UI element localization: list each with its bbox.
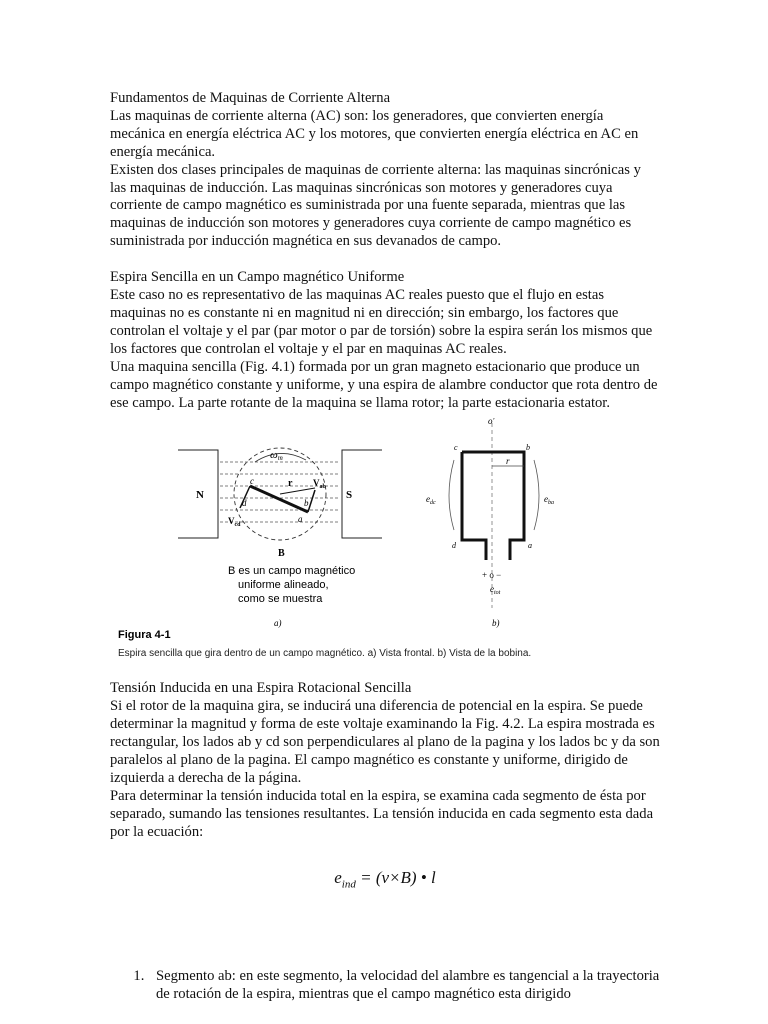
equation: $e_{ind} = (v\times B)$ • l xyxy=(334,867,436,890)
eba-label: $e_{ba}$ xyxy=(544,494,554,507)
a-coil-label: a xyxy=(528,541,532,551)
caption-b-line1: B es un campo magnético xyxy=(228,565,356,578)
c-label: c xyxy=(250,476,254,487)
loop-side xyxy=(250,486,308,512)
figure-4-1 xyxy=(110,418,660,680)
paragraph: Para determinar la tensión inducida total en la espira, se examina cada segmento de ésta por separado, sumando las tensiones resultantes. La tensión inducida en cada segmento esta dada por la ecuación: xyxy=(110,787,654,840)
section-title: Tensión Inducida en una Espira Rotacional Sencilla xyxy=(110,680,412,697)
paragraph: Las maquinas de corriente alterna (AC) son: los generadores, que convierten energía mecánica en energía eléctrica AC y los motores, que convierten energía eléctrica en AC en energía mecánica. xyxy=(110,107,639,160)
caption-b-line2: uniforme alineado, xyxy=(238,579,329,592)
r-label: r xyxy=(288,478,293,490)
c-coil-label: c xyxy=(454,443,458,453)
vab-label: $V_{ab}$ xyxy=(313,478,326,491)
a-label: a xyxy=(298,514,303,525)
paragraph: Existen dos clases principales de maquinas de corriente alterna: las maquinas sincrónicas y las maquinas de inducción. Las maquinas sincrónicas son motores y generadores cuya corriente de campo magnético es suministrada por una fuente separada, mientras que las maquinas de inducción son motores y generadores cuya corriente de campo magnético es suministrada por inducción magnética en sus devanados de campo. xyxy=(110,161,641,250)
o-prime-label: o' xyxy=(488,418,495,427)
b-field-label: B xyxy=(278,548,285,560)
edc-label: $e_{dc}$ xyxy=(426,494,436,507)
b-label: b xyxy=(304,498,309,509)
d-label: d xyxy=(242,498,247,509)
label-a: a) xyxy=(274,618,282,629)
label-b: b) xyxy=(492,618,500,629)
etot-label: $e_{tot}$ xyxy=(490,584,501,597)
omega-label: ωm xyxy=(270,449,283,463)
edc-arrow xyxy=(449,460,454,530)
document-page xyxy=(110,90,660,1004)
numbered-list xyxy=(110,968,660,1004)
south-label: S xyxy=(346,489,353,502)
radius-line xyxy=(280,488,315,494)
section-title: Espira Sencilla en un Campo magnético Uniforme xyxy=(110,269,405,286)
vcd-label: $V_{cd}$ xyxy=(228,516,241,529)
figure-diagram xyxy=(110,418,660,680)
b-coil-label: b xyxy=(526,443,530,453)
paragraph: Este caso no es representativo de las maquinas AC reales puesto que el flujo en estas maquinas no es constante ni en magnitud ni en dirección; sin embargo, los factores que controlan el voltaje y el par (par motor o par de torsión) sobre la espira serán los mismos que los factores que controlan el voltaje y el par en maquinas AC reales. xyxy=(110,287,653,357)
plus-o-minus-label: + o − xyxy=(482,570,502,581)
coil-right xyxy=(462,452,524,560)
paragraph: Una maquina sencilla (Fig. 4.1) formada por un gran magneto estacionario que produce un campo magnético constante y uniforme, y una espira de alambre conductor que rota dentro de ese campo. La parte rotante de la maquina se llama rotor; la parte estacionaria estator. xyxy=(110,358,658,411)
figura-caption: Espira sencilla que gira dentro de un campo magnético. a) Vista frontal. b) Vista de la bobina. xyxy=(118,648,532,660)
figura-label: Figura 4-1 xyxy=(118,629,171,642)
paragraph: Si el rotor de la maquina gira, se inducirá una diferencia de potencial en la espira. Se puede determinar la magnitud y forma de este voltaje examinando la Fig. 4.2. La espira mostrada es rectangular, los lados ab y cd son perpendiculares al plano de la pagina y los lados bc y da son paralelos al plano de la pagina. El campo magnético es constante y uniforme, dirigido de izquierda a derecha de la página. xyxy=(110,698,660,786)
r-coil-label: r xyxy=(506,456,510,467)
north-label: N xyxy=(196,489,204,502)
list-item: 1. Segmento ab: en este segmento, la velocidad del alambre es tangencial a la trayectoria de rotación de la espira, mientras que el campo magnético esta dirigido xyxy=(148,968,660,1004)
d-coil-label: d xyxy=(452,541,456,551)
coil-left xyxy=(462,452,486,560)
section-title: Fundamentos de Maquinas de Corriente Alterna xyxy=(110,90,391,106)
eba-arrow xyxy=(534,460,539,530)
caption-b-line3: como se muestra xyxy=(238,593,323,606)
